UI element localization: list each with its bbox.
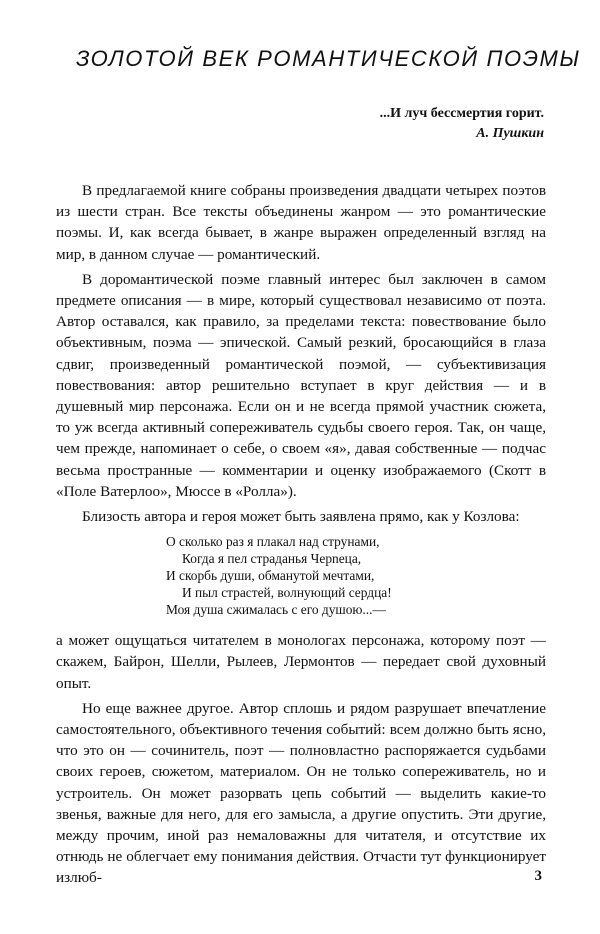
paragraph-preromantic: В доромантической поэме главный интерес был заключен в самом предмете описания — в мире, который существовал независимо от поэта. Автор оставался, как правило, за пределами текста: повествование было объективным, поэма — эпической. Самый резкий, бросающийся в глаза сдвиг, произведенный романтической поэмой, — субъективизация повествования: автор решительно вступает в круг действия — и в душевный мир персонажа. Если он и не всегда прямой участник сюжета, то уж всегда активный сопереживатель судьбы своего героя. Так, он чаще, чем прежде, напоминает о себе, о своем «я», давая собственные — подчас весьма пространные — комментарии и оценку изображаемого (Скотт в «Поле Ватерлоо», Мюссе в «Ролла»). — [56, 270, 546, 500]
paragraph-kozlov-intro: Близость автора и героя может быть заявлена прямо, как у Козлова: — [82, 508, 520, 526]
poem-quote — [166, 533, 546, 618]
paragraph-intro: В предлагаемой книге собраны произведения двадцати четырех поэтов из шести стран. Все тексты объединены жанром — это романтические поэмы. И, как всегда бывает, в жанре выражен определенный взгляд на мир, в данном случае — романтический. — [56, 182, 546, 263]
body-text — [56, 180, 546, 893]
chapter-title: ЗОЛОТОЙ ВЕК РОМАНТИЧЕСКОЙ ПОЭМЫ — [76, 46, 581, 71]
poem-line: Когда я пел страданья Черneца, — [182, 551, 362, 567]
page-number: 3 — [534, 868, 542, 884]
epigraph-line: ...И луч бессмертия горит. — [379, 106, 544, 121]
poem-line: И пыл страстей, волнующий сердца! — [182, 585, 392, 601]
epigraph — [380, 104, 544, 144]
paragraph-after-poem: а может ощущаться читателем в монологах персонажа, которому поэт — скажем, Байрон, Шелли, Рылеев, Лермонтов — передает свой духовный опыт. — [56, 632, 546, 692]
poem-line: О сколько раз я плакал над струнами, — [166, 534, 380, 550]
poem-line: И скорбь души, обманутой мечтами, — [166, 568, 375, 584]
epigraph-author: А. Пушкин — [476, 126, 544, 141]
poem-line: Моя душа сжималась с его душою...— — [166, 602, 386, 618]
paragraph-author-control: Но еще важнее другое. Автор сплошь и рядом разрушает впечатление самостоятельного, объективного течения событий: всем должно быть ясно, что это он — сочинитель, поэт — полновластно распоряжается судьбами своих героев, сюжетом, материалом. Он не только сопереживатель, но и устроитель. Он может разорвать цепь событий — выделить какие-то звенья, важные для него, для его замысла, а другие опустить. Эти другие, между прочим, иной раз немаловажны для читателя, и отсутствие их отнюдь не облегчает ему понимания действия. Отчасти тут функционирует излюб- — [56, 699, 546, 887]
